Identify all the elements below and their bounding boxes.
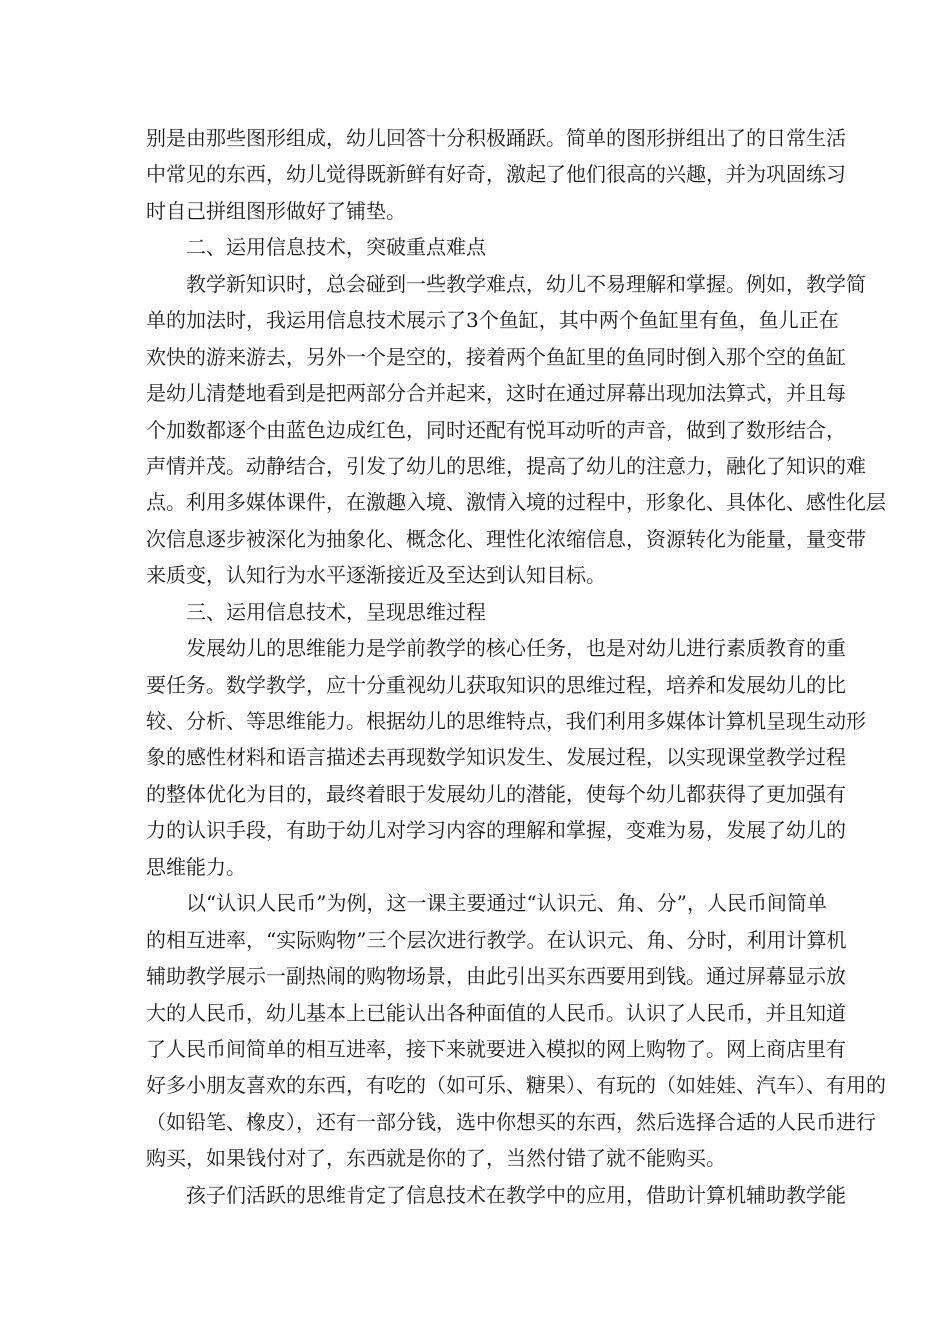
text-line: 孩子们活跃的思维肯定了信息技术在教学中的应用，借助计算机辅助教学能	[186, 1182, 846, 1207]
document-body	[146, 120, 886, 1213]
text-line: 思维能力。	[146, 854, 246, 879]
text-line: 欢快的游来游去，另外一个是空的，接着两个鱼缸里的鱼同时倒入那个空的鱼缸	[146, 344, 846, 369]
text-line: 中常见的东西，幼儿觉得既新鲜有好奇，激起了他们很高的兴趣，并为巩固练习	[146, 162, 846, 187]
text-line: 声情并茂。动静结合，引发了幼儿的思维，提高了幼儿的注意力，融化了知识的难	[146, 453, 866, 478]
text-line: 个加数都逐个由蓝色边成红色，同时还配有悦耳动听的声音，做到了数形结合，	[146, 417, 846, 442]
text-line: 了人民币间简单的相互进率，接下来就要进入模拟的网上购物了。网上商店里有	[146, 1036, 846, 1061]
section-heading: 二、运用信息技术，突破重点难点	[186, 235, 486, 260]
paragraph-rmb-example	[146, 885, 886, 1177]
text-line: 要任务。数学教学，应十分重视幼儿获取知识的思维过程，培养和发展幼儿的比	[146, 672, 846, 697]
text-line: 时自己拼组图形做好了铺垫。	[146, 198, 406, 223]
text-line: 以“认识人民币”为例，这一课主要通过“认识元、角、分”，人民币间简单	[186, 891, 827, 916]
text-line: 点。利用多媒体课件，在激趣入境、激情入境的过程中，形象化、具体化、感性化层	[146, 490, 886, 515]
text-line: 的相互进率，“实际购物”三个层次进行教学。在认识元、角、分时，利用计算机	[146, 927, 847, 952]
text-line: 的整体优化为目的，最终着眼于发展幼儿的潜能，使每个幼儿都获得了更加强有	[146, 781, 846, 806]
text-line: 购买，如果钱付对了，东西就是你的了，当然付错了就不能购买。	[146, 1146, 726, 1171]
text-line: 次信息逐步被深化为抽象化、概念化、理性化浓缩信息，资源转化为能量，量变带	[146, 526, 866, 551]
text-line: 较、分析、等思维能力。根据幼儿的思维特点，我们利用多媒体计算机呈现生动形	[146, 709, 866, 733]
text-line: 单的加法时，我运用信息技术展示了3个鱼缸，其中两个鱼缸里有鱼，鱼儿正在	[146, 308, 839, 333]
text-line: 别是由那些图形组成，幼儿回答十分积极踊跃。简单的图形拼组出了的日常生活	[146, 126, 846, 150]
text-line: 力的认识手段，有助于幼儿对学习内容的理解和掌握，变难为易，发展了幼儿的	[146, 818, 846, 843]
paragraph-conclusion	[146, 1177, 846, 1213]
text-line: 辅助教学展示一副热闹的购物场景，由此引出买东西要用到钱。通过屏幕显示放	[146, 964, 846, 989]
text-line: 来质变，认知行为水平逐渐接近及至达到认知目标。	[146, 563, 606, 588]
section-heading: 三、运用信息技术，呈现思维过程	[186, 599, 486, 624]
text-line: 象的感性材料和语言描述去再现数学知识发生、发展过程，以实现课堂教学过程	[146, 745, 846, 770]
text-line: 发展幼儿的思维能力是学前教学的核心任务，也是对幼儿进行素质教育的重	[186, 636, 846, 661]
text-line: 大的人民币，幼儿基本上已能认出各种面值的人民币。认识了人民币，并且知道	[146, 1000, 846, 1025]
text-line: 教学新知识时，总会碰到一些教学难点，幼儿不易理解和掌握。例如，教学简	[186, 271, 866, 296]
paragraph-key-difficulties	[146, 266, 886, 594]
text-line: （如铅笔、橡皮），还有一部分钱，选中你想买的东西，然后选择合适的人民币进行	[146, 1109, 876, 1134]
text-line: 是幼儿清楚地看到是把两部分合并起来，这时在通过屏幕出现加法算式，并且每	[146, 381, 846, 406]
text-line: 好多小朋友喜欢的东西，有吃的（如可乐、糖果）、有玩的（如娃娃、汽车）、有用的	[146, 1073, 886, 1098]
paragraph-intro	[146, 120, 846, 229]
paragraph-thinking-ability	[146, 630, 866, 885]
